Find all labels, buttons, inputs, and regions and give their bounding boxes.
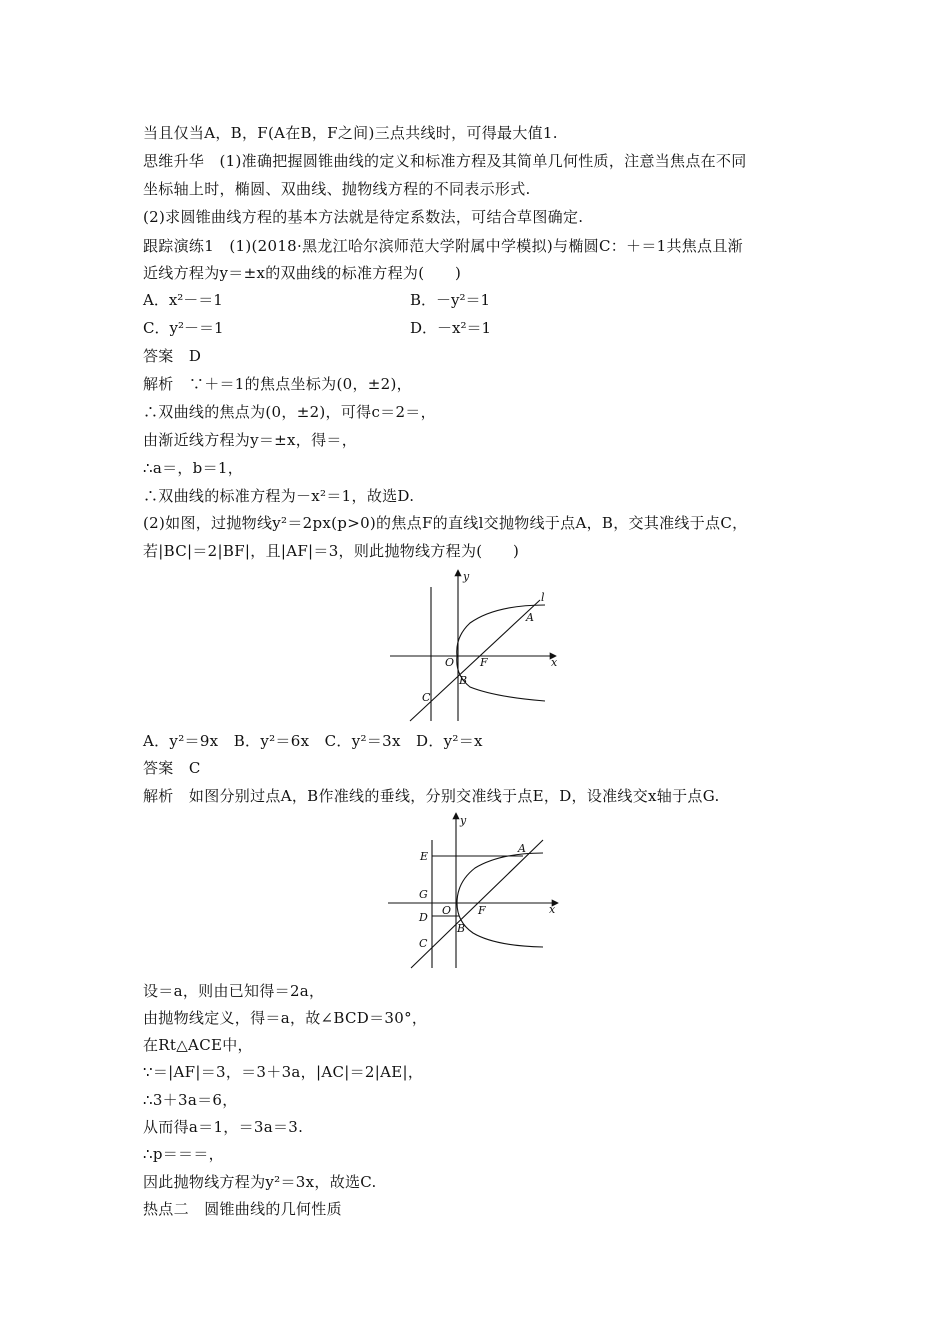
answer-1: 答案 D xyxy=(143,347,202,365)
parabola-curve xyxy=(457,853,543,947)
question-2b: 若|BC|＝2|BF|，且|AF|＝3，则此抛物线方程为( ) xyxy=(143,542,520,560)
label-f: F xyxy=(480,656,488,669)
label-y: y xyxy=(460,814,467,827)
line-4: (2)求圆锥曲线方程的基本方法就是待定系数法，可结合草图确定. xyxy=(143,208,584,226)
label-b: B xyxy=(457,922,466,935)
explain-5: ∴双曲线的标准方程为－x²＝1，故选D. xyxy=(143,487,415,505)
label-o: O xyxy=(442,904,452,917)
label-x: x xyxy=(549,903,556,916)
parabola-figure-2 xyxy=(385,810,565,970)
line-2: 思维升华 (1)准确把握圆锥曲线的定义和标准方程及其简单几何性质，注意当焦点在不同 xyxy=(143,152,747,170)
label-f: F xyxy=(478,904,486,917)
line-6: 近线方程为y＝±x的双曲线的标准方程为( ) xyxy=(143,264,462,282)
label-o: O xyxy=(445,656,455,669)
label-y: y xyxy=(463,570,470,583)
question-2a: (2)如图，过抛物线y²＝2px(p>0)的焦点F的直线l交抛物线于点A，B，交其准线于点C， xyxy=(143,514,748,532)
label-x: x xyxy=(551,656,558,669)
step-2: 由抛物线定义，得＝a，故∠BCD＝30°， xyxy=(143,1009,428,1027)
explain-2: ∴双曲线的焦点为(0，±2)，可得c＝2＝， xyxy=(143,403,436,421)
step-3: 在Rt△ACE中， xyxy=(143,1036,253,1054)
option-a: A．x²－＝1 xyxy=(143,291,223,309)
label-b: B xyxy=(459,674,468,687)
step-6: 从而得a＝1，＝3a＝3. xyxy=(143,1118,304,1136)
label-c: C xyxy=(422,691,431,704)
line-l xyxy=(411,840,543,968)
label-a: A xyxy=(518,842,526,855)
question-2-options: A．y²＝9x B．y²＝6x C．y²＝3x D．y²＝x xyxy=(143,732,483,750)
option-b: B．－y²＝1 xyxy=(410,291,491,309)
label-g: G xyxy=(419,888,428,901)
answer-2: 答案 C xyxy=(143,759,201,777)
step-7: ∴p＝＝＝， xyxy=(143,1145,224,1163)
label-d: D xyxy=(419,911,428,924)
option-d: D．－x²＝1 xyxy=(410,319,492,337)
line-1: 当且仅当A，B，F(A在B，F之间)三点共线时，可得最大值1. xyxy=(143,124,558,142)
explain-6: 解析 如图分别过点A，B作准线的垂线，分别交准线于点E，D，设准线交x轴于点G. xyxy=(143,787,720,805)
explain-4: ∴a＝，b＝1， xyxy=(143,459,244,477)
step-5: ∴3＋3a＝6， xyxy=(143,1091,238,1109)
label-l: l xyxy=(541,591,545,604)
parabola-figure-1 xyxy=(385,565,565,725)
label-a: A xyxy=(526,611,534,624)
line-5: 跟踪演练1 (1)(2018·黑龙江哈尔滨师范大学附属中学模拟)与椭圆C：＋＝1共焦点且渐 xyxy=(143,237,743,255)
option-c: C．y²－＝1 xyxy=(143,319,224,337)
section-heading: 热点二 圆锥曲线的几何性质 xyxy=(143,1200,342,1218)
label-c: C xyxy=(419,937,428,950)
explain-3: 由渐近线方程为y＝±x，得＝， xyxy=(143,431,358,449)
line-3: 坐标轴上时，椭圆、双曲线、抛物线方程的不同表示形式. xyxy=(143,180,531,198)
step-4: ∵＝|AF|＝3，＝3＋3a，|AC|＝2|AE|， xyxy=(143,1063,424,1081)
explain-1: 解析 ∵＋＝1的焦点坐标为(0，±2)， xyxy=(143,375,412,393)
step-1: 设＝a，则由已知得＝2a， xyxy=(143,982,325,1000)
label-e: E xyxy=(420,850,429,863)
step-8: 因此抛物线方程为y²＝3x，故选C. xyxy=(143,1173,377,1191)
